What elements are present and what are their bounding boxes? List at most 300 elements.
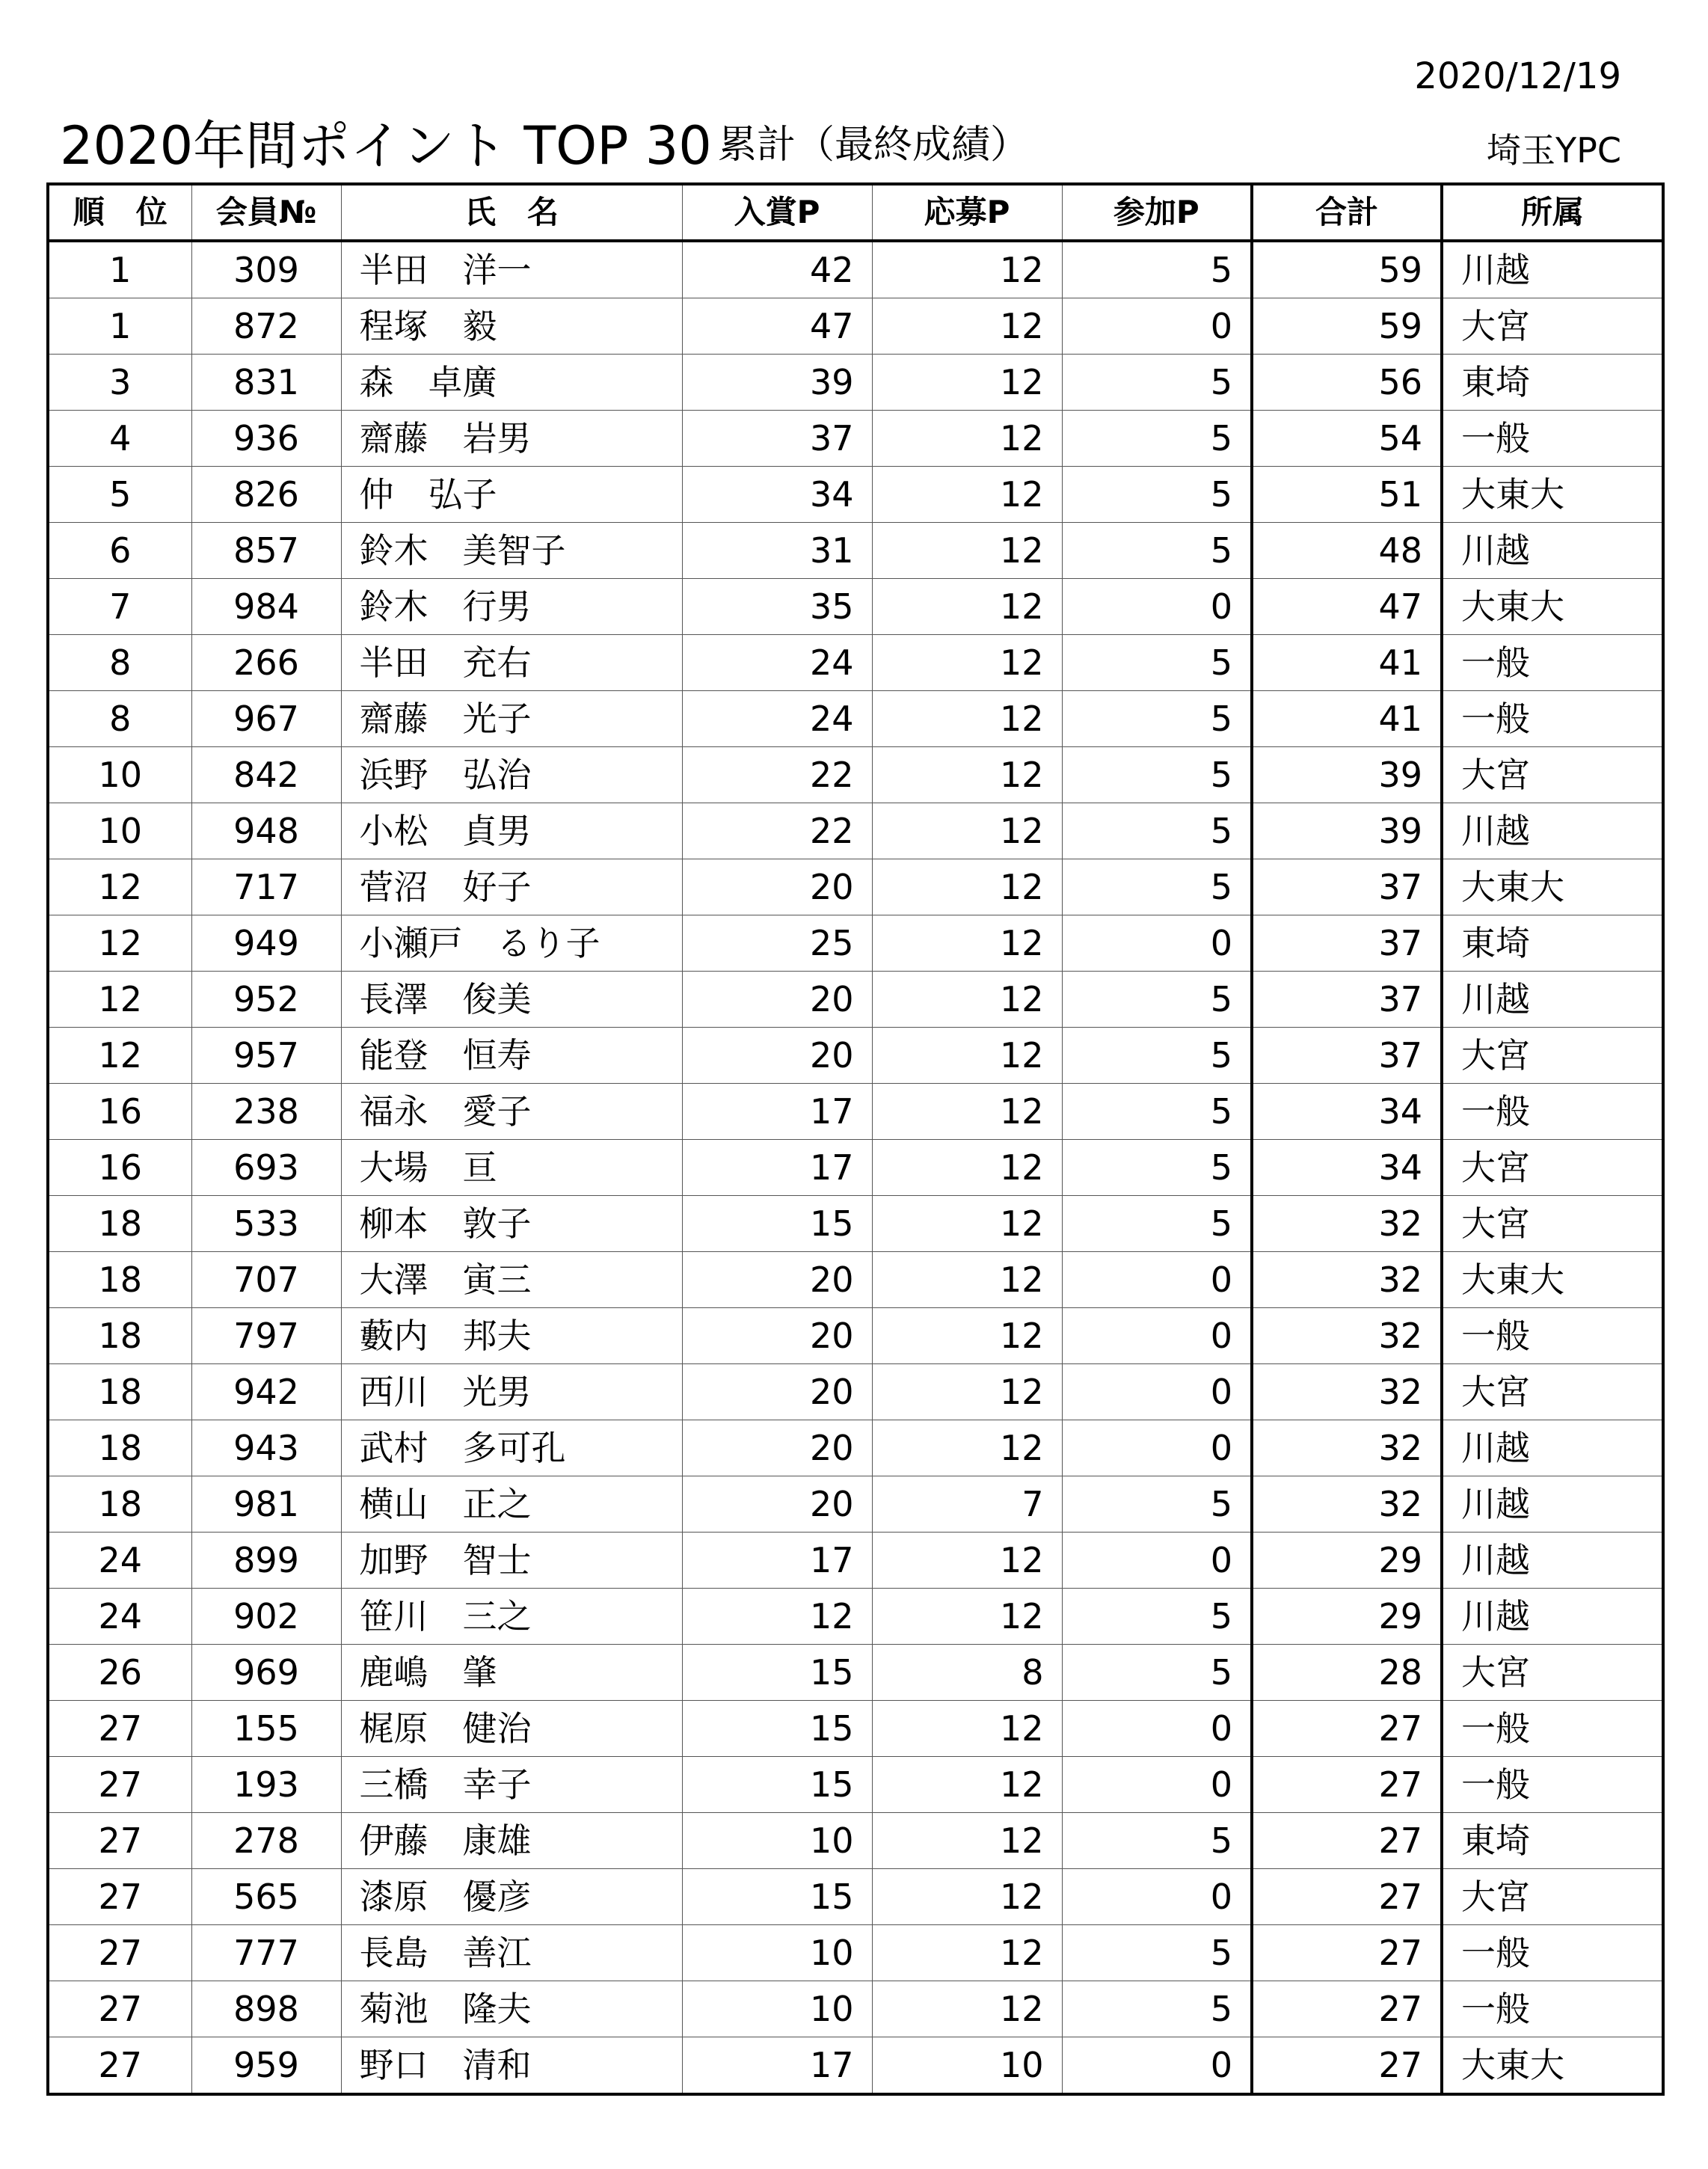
cell-entry-points: 12: [872, 1140, 1062, 1196]
cell-member-no: 278: [191, 1813, 341, 1869]
cell-name: 福永 愛子: [341, 1084, 682, 1140]
cell-participation-points: 5: [1062, 355, 1252, 411]
cell-participation-points: 0: [1062, 1757, 1252, 1813]
cell-entry-points: 12: [872, 1869, 1062, 1925]
cell-member-no: 957: [191, 1028, 341, 1084]
cell-rank: 1: [48, 241, 191, 298]
cell-name: 三橋 幸子: [341, 1757, 682, 1813]
cell-total: 29: [1252, 1533, 1442, 1589]
cell-total: 54: [1252, 411, 1442, 467]
cell-rank: 12: [48, 859, 191, 915]
cell-name: 鈴木 行男: [341, 579, 682, 635]
cell-prize-points: 42: [682, 241, 872, 298]
cell-member-no: 959: [191, 2037, 341, 2095]
cell-total: 28: [1252, 1645, 1442, 1701]
cell-total: 39: [1252, 747, 1442, 803]
cell-participation-points: 5: [1062, 691, 1252, 747]
cell-affiliation: 大宮: [1442, 1364, 1663, 1420]
cell-rank: 12: [48, 1028, 191, 1084]
cell-total: 27: [1252, 1925, 1442, 1981]
cell-participation-points: 5: [1062, 1084, 1252, 1140]
cell-name: 浜野 弘治: [341, 747, 682, 803]
cell-member-no: 777: [191, 1925, 341, 1981]
cell-total: 32: [1252, 1196, 1442, 1252]
cell-participation-points: 0: [1062, 915, 1252, 972]
cell-affiliation: 一般: [1442, 1981, 1663, 2037]
cell-rank: 18: [48, 1252, 191, 1308]
cell-participation-points: 5: [1062, 747, 1252, 803]
cell-member-no: 831: [191, 355, 341, 411]
cell-member-no: 902: [191, 1589, 341, 1645]
cell-affiliation: 川越: [1442, 1533, 1663, 1589]
cell-name: 西川 光男: [341, 1364, 682, 1420]
cell-affiliation: 大東大: [1442, 579, 1663, 635]
cell-entry-points: 12: [872, 1196, 1062, 1252]
table-row: [48, 2037, 1663, 2095]
cell-member-no: 948: [191, 803, 341, 859]
cell-total: 32: [1252, 1476, 1442, 1533]
cell-prize-points: 15: [682, 1701, 872, 1757]
cell-rank: 6: [48, 523, 191, 579]
cell-rank: 27: [48, 1813, 191, 1869]
cell-total: 34: [1252, 1084, 1442, 1140]
cell-rank: 27: [48, 1869, 191, 1925]
cell-participation-points: 0: [1062, 1420, 1252, 1476]
table-row: [48, 803, 1663, 859]
cell-participation-points: 5: [1062, 635, 1252, 691]
cell-rank: 24: [48, 1533, 191, 1589]
cell-name: 伊藤 康雄: [341, 1813, 682, 1869]
cell-participation-points: 5: [1062, 241, 1252, 298]
cell-prize-points: 10: [682, 1925, 872, 1981]
cell-name: 藪内 邦夫: [341, 1308, 682, 1364]
cell-name: 小瀬戸 るり子: [341, 915, 682, 972]
cell-total: 59: [1252, 241, 1442, 298]
column-header-participation-points: 参加P: [1062, 184, 1252, 241]
cell-name: 菅沼 好子: [341, 859, 682, 915]
table-row: [48, 915, 1663, 972]
cell-rank: 12: [48, 972, 191, 1028]
cell-prize-points: 15: [682, 1196, 872, 1252]
cell-affiliation: 川越: [1442, 241, 1663, 298]
cell-rank: 26: [48, 1645, 191, 1701]
cell-prize-points: 20: [682, 1252, 872, 1308]
cell-prize-points: 20: [682, 1308, 872, 1364]
cell-prize-points: 24: [682, 691, 872, 747]
cell-entry-points: 12: [872, 635, 1062, 691]
cell-participation-points: 0: [1062, 579, 1252, 635]
cell-prize-points: 15: [682, 1757, 872, 1813]
cell-rank: 3: [48, 355, 191, 411]
column-header-rank: 順 位: [48, 184, 191, 241]
cell-member-no: 717: [191, 859, 341, 915]
cell-entry-points: 12: [872, 298, 1062, 355]
cell-participation-points: 0: [1062, 1252, 1252, 1308]
cell-participation-points: 5: [1062, 467, 1252, 523]
table-row: [48, 1196, 1663, 1252]
table-row: [48, 1308, 1663, 1364]
cell-entry-points: 12: [872, 1364, 1062, 1420]
cell-rank: 10: [48, 803, 191, 859]
table-row: [48, 1981, 1663, 2037]
cell-affiliation: 大宮: [1442, 747, 1663, 803]
cell-prize-points: 17: [682, 1084, 872, 1140]
table-row: [48, 579, 1663, 635]
cell-participation-points: 0: [1062, 1701, 1252, 1757]
cell-member-no: 936: [191, 411, 341, 467]
cell-rank: 27: [48, 1757, 191, 1813]
cell-total: 27: [1252, 1981, 1442, 2037]
cell-member-no: 942: [191, 1364, 341, 1420]
cell-entry-points: 12: [872, 1252, 1062, 1308]
cell-name: 長島 善江: [341, 1925, 682, 1981]
cell-rank: 24: [48, 1589, 191, 1645]
cell-prize-points: 15: [682, 1645, 872, 1701]
cell-prize-points: 20: [682, 1476, 872, 1533]
table-row: [48, 1701, 1663, 1757]
cell-name: 漆原 優彦: [341, 1869, 682, 1925]
cell-rank: 18: [48, 1308, 191, 1364]
cell-participation-points: 5: [1062, 411, 1252, 467]
cell-total: 37: [1252, 972, 1442, 1028]
cell-participation-points: 0: [1062, 1364, 1252, 1420]
cell-entry-points: 12: [872, 1981, 1062, 2037]
cell-participation-points: 5: [1062, 1981, 1252, 2037]
cell-participation-points: 5: [1062, 1645, 1252, 1701]
cell-affiliation: 東埼: [1442, 355, 1663, 411]
table-row: [48, 1589, 1663, 1645]
cell-total: 51: [1252, 467, 1442, 523]
cell-total: 27: [1252, 1701, 1442, 1757]
cell-member-no: 842: [191, 747, 341, 803]
cell-rank: 27: [48, 1925, 191, 1981]
column-header-entry-points: 応募P: [872, 184, 1062, 241]
cell-prize-points: 10: [682, 1813, 872, 1869]
table-row: [48, 1420, 1663, 1476]
cell-entry-points: 8: [872, 1645, 1062, 1701]
cell-participation-points: 0: [1062, 2037, 1252, 2095]
cell-prize-points: 12: [682, 1589, 872, 1645]
cell-name: 能登 恒寿: [341, 1028, 682, 1084]
cell-member-no: 969: [191, 1645, 341, 1701]
cell-name: 小松 貞男: [341, 803, 682, 859]
cell-member-no: 565: [191, 1869, 341, 1925]
cell-rank: 18: [48, 1364, 191, 1420]
cell-rank: 27: [48, 1981, 191, 2037]
table-row: [48, 1813, 1663, 1869]
cell-name: 柳本 敦子: [341, 1196, 682, 1252]
cell-name: 半田 洋一: [341, 241, 682, 298]
cell-total: 59: [1252, 298, 1442, 355]
cell-member-no: 943: [191, 1420, 341, 1476]
cell-affiliation: 東埼: [1442, 915, 1663, 972]
cell-affiliation: 大東大: [1442, 467, 1663, 523]
table-row: [48, 1028, 1663, 1084]
cell-total: 27: [1252, 1757, 1442, 1813]
cell-rank: 10: [48, 747, 191, 803]
cell-name: 菊池 隆夫: [341, 1981, 682, 2037]
cell-rank: 12: [48, 915, 191, 972]
cell-name: 程塚 毅: [341, 298, 682, 355]
cell-entry-points: 12: [872, 1420, 1062, 1476]
cell-total: 37: [1252, 859, 1442, 915]
cell-affiliation: 大宮: [1442, 1645, 1663, 1701]
cell-entry-points: 12: [872, 1813, 1062, 1869]
cell-prize-points: 17: [682, 1533, 872, 1589]
cell-total: 48: [1252, 523, 1442, 579]
cell-member-no: 826: [191, 467, 341, 523]
page-subtitle: 累計（最終成績）: [718, 123, 1030, 168]
cell-member-no: 797: [191, 1308, 341, 1364]
cell-name: 梶原 健治: [341, 1701, 682, 1757]
cell-member-no: 967: [191, 691, 341, 747]
cell-name: 大澤 寅三: [341, 1252, 682, 1308]
cell-rank: 16: [48, 1084, 191, 1140]
cell-prize-points: 31: [682, 523, 872, 579]
cell-prize-points: 37: [682, 411, 872, 467]
cell-entry-points: 12: [872, 523, 1062, 579]
cell-affiliation: 大宮: [1442, 1869, 1663, 1925]
cell-affiliation: 一般: [1442, 1308, 1663, 1364]
cell-prize-points: 39: [682, 355, 872, 411]
table-row: [48, 1533, 1663, 1589]
cell-total: 41: [1252, 691, 1442, 747]
cell-affiliation: 川越: [1442, 1420, 1663, 1476]
cell-entry-points: 12: [872, 241, 1062, 298]
cell-entry-points: 12: [872, 411, 1062, 467]
cell-prize-points: 20: [682, 1420, 872, 1476]
cell-name: 仲 弘子: [341, 467, 682, 523]
cell-rank: 18: [48, 1196, 191, 1252]
cell-entry-points: 12: [872, 1308, 1062, 1364]
cell-participation-points: 5: [1062, 1589, 1252, 1645]
cell-prize-points: 17: [682, 1140, 872, 1196]
cell-name: 鹿嶋 肇: [341, 1645, 682, 1701]
table-row: [48, 298, 1663, 355]
cell-total: 34: [1252, 1140, 1442, 1196]
cell-affiliation: 川越: [1442, 803, 1663, 859]
cell-prize-points: 20: [682, 859, 872, 915]
cell-entry-points: 12: [872, 1533, 1062, 1589]
cell-member-no: 899: [191, 1533, 341, 1589]
cell-affiliation: 大東大: [1442, 1252, 1663, 1308]
cell-entry-points: 12: [872, 972, 1062, 1028]
cell-affiliation: 一般: [1442, 1084, 1663, 1140]
cell-total: 37: [1252, 915, 1442, 972]
column-header-name: 氏 名: [341, 184, 682, 241]
table-row: [48, 523, 1663, 579]
table-row: [48, 635, 1663, 691]
cell-affiliation: 一般: [1442, 1925, 1663, 1981]
cell-affiliation: 一般: [1442, 411, 1663, 467]
cell-member-no: 981: [191, 1476, 341, 1533]
cell-rank: 7: [48, 579, 191, 635]
column-header-affiliation: 所属: [1442, 184, 1663, 241]
cell-participation-points: 5: [1062, 803, 1252, 859]
cell-affiliation: 一般: [1442, 1701, 1663, 1757]
cell-member-no: 238: [191, 1084, 341, 1140]
cell-total: 37: [1252, 1028, 1442, 1084]
cell-name: 加野 智士: [341, 1533, 682, 1589]
cell-name: 横山 正之: [341, 1476, 682, 1533]
cell-total: 32: [1252, 1252, 1442, 1308]
table-row: [48, 1364, 1663, 1420]
cell-prize-points: 24: [682, 635, 872, 691]
table-row: [48, 1757, 1663, 1813]
cell-prize-points: 20: [682, 972, 872, 1028]
cell-entry-points: 12: [872, 1925, 1062, 1981]
cell-participation-points: 5: [1062, 972, 1252, 1028]
cell-entry-points: 12: [872, 1028, 1062, 1084]
cell-affiliation: 川越: [1442, 523, 1663, 579]
cell-affiliation: 大東大: [1442, 2037, 1663, 2095]
cell-entry-points: 12: [872, 747, 1062, 803]
cell-prize-points: 34: [682, 467, 872, 523]
cell-entry-points: 12: [872, 803, 1062, 859]
cell-affiliation: 一般: [1442, 691, 1663, 747]
table-row: [48, 691, 1663, 747]
cell-prize-points: 25: [682, 915, 872, 972]
organization-name: 埼玉YPC: [1487, 130, 1621, 171]
cell-prize-points: 20: [682, 1364, 872, 1420]
cell-participation-points: 5: [1062, 1813, 1252, 1869]
cell-total: 27: [1252, 2037, 1442, 2095]
column-header-member-no: 会員№: [191, 184, 341, 241]
cell-name: 半田 充右: [341, 635, 682, 691]
cell-name: 野口 清和: [341, 2037, 682, 2095]
table-row: [48, 1252, 1663, 1308]
table-header: [48, 184, 1663, 241]
cell-entry-points: 12: [872, 1589, 1062, 1645]
cell-prize-points: 15: [682, 1869, 872, 1925]
cell-total: 56: [1252, 355, 1442, 411]
cell-affiliation: 川越: [1442, 972, 1663, 1028]
table-row: [48, 1476, 1663, 1533]
cell-total: 27: [1252, 1813, 1442, 1869]
cell-member-no: 155: [191, 1701, 341, 1757]
cell-name: 齋藤 岩男: [341, 411, 682, 467]
cell-member-no: 693: [191, 1140, 341, 1196]
cell-affiliation: 大東大: [1442, 859, 1663, 915]
table-row: [48, 355, 1663, 411]
cell-rank: 18: [48, 1420, 191, 1476]
cell-affiliation: 川越: [1442, 1589, 1663, 1645]
cell-rank: 4: [48, 411, 191, 467]
cell-name: 長澤 俊美: [341, 972, 682, 1028]
table-row: [48, 1645, 1663, 1701]
column-header-prize-points: 入賞P: [682, 184, 872, 241]
header-row: [48, 184, 1663, 241]
cell-entry-points: 12: [872, 1701, 1062, 1757]
table-row: [48, 467, 1663, 523]
cell-entry-points: 10: [872, 2037, 1062, 2095]
cell-total: 32: [1252, 1364, 1442, 1420]
cell-total: 29: [1252, 1589, 1442, 1645]
cell-total: 47: [1252, 579, 1442, 635]
cell-participation-points: 5: [1062, 1196, 1252, 1252]
cell-member-no: 193: [191, 1757, 341, 1813]
cell-member-no: 952: [191, 972, 341, 1028]
cell-affiliation: 東埼: [1442, 1813, 1663, 1869]
cell-rank: 5: [48, 467, 191, 523]
ranking-table: [46, 182, 1665, 2096]
cell-affiliation: 大宮: [1442, 1140, 1663, 1196]
cell-member-no: 857: [191, 523, 341, 579]
cell-affiliation: 大宮: [1442, 1196, 1663, 1252]
cell-member-no: 707: [191, 1252, 341, 1308]
cell-prize-points: 47: [682, 298, 872, 355]
column-header-total: 合計: [1252, 184, 1442, 241]
cell-prize-points: 10: [682, 1981, 872, 2037]
table-row: [48, 1084, 1663, 1140]
cell-participation-points: 5: [1062, 1925, 1252, 1981]
cell-entry-points: 12: [872, 859, 1062, 915]
cell-name: 森 卓廣: [341, 355, 682, 411]
table-row: [48, 747, 1663, 803]
cell-affiliation: 一般: [1442, 1757, 1663, 1813]
cell-participation-points: 5: [1062, 523, 1252, 579]
table-row: [48, 1869, 1663, 1925]
cell-affiliation: 大宮: [1442, 1028, 1663, 1084]
cell-prize-points: 22: [682, 747, 872, 803]
table-row: [48, 411, 1663, 467]
cell-member-no: 984: [191, 579, 341, 635]
cell-entry-points: 12: [872, 579, 1062, 635]
cell-name: 武村 多可孔: [341, 1420, 682, 1476]
cell-participation-points: 5: [1062, 1140, 1252, 1196]
cell-name: 笹川 三之: [341, 1589, 682, 1645]
cell-participation-points: 5: [1062, 859, 1252, 915]
report-date: 2020/12/19: [1414, 55, 1621, 97]
cell-prize-points: 35: [682, 579, 872, 635]
cell-member-no: 898: [191, 1981, 341, 2037]
cell-rank: 16: [48, 1140, 191, 1196]
cell-participation-points: 0: [1062, 1869, 1252, 1925]
cell-member-no: 949: [191, 915, 341, 972]
cell-prize-points: 17: [682, 2037, 872, 2095]
table-body: [48, 241, 1663, 2094]
cell-prize-points: 20: [682, 1028, 872, 1084]
cell-entry-points: 12: [872, 1084, 1062, 1140]
cell-rank: 27: [48, 2037, 191, 2095]
cell-name: 大場 亘: [341, 1140, 682, 1196]
cell-total: 41: [1252, 635, 1442, 691]
cell-entry-points: 7: [872, 1476, 1062, 1533]
cell-member-no: 309: [191, 241, 341, 298]
cell-entry-points: 12: [872, 1757, 1062, 1813]
cell-entry-points: 12: [872, 691, 1062, 747]
table-row: [48, 241, 1663, 298]
cell-affiliation: 大宮: [1442, 298, 1663, 355]
cell-entry-points: 12: [872, 467, 1062, 523]
page-title: 2020年間ポイント TOP 30: [60, 115, 712, 177]
cell-member-no: 533: [191, 1196, 341, 1252]
cell-participation-points: 5: [1062, 1028, 1252, 1084]
cell-prize-points: 22: [682, 803, 872, 859]
cell-affiliation: 一般: [1442, 635, 1663, 691]
cell-rank: 8: [48, 691, 191, 747]
cell-member-no: 872: [191, 298, 341, 355]
cell-total: 39: [1252, 803, 1442, 859]
cell-rank: 1: [48, 298, 191, 355]
cell-participation-points: 5: [1062, 1476, 1252, 1533]
cell-entry-points: 12: [872, 355, 1062, 411]
cell-rank: 8: [48, 635, 191, 691]
table-row: [48, 972, 1663, 1028]
cell-rank: 18: [48, 1476, 191, 1533]
table-row: [48, 1925, 1663, 1981]
table-row: [48, 1140, 1663, 1196]
